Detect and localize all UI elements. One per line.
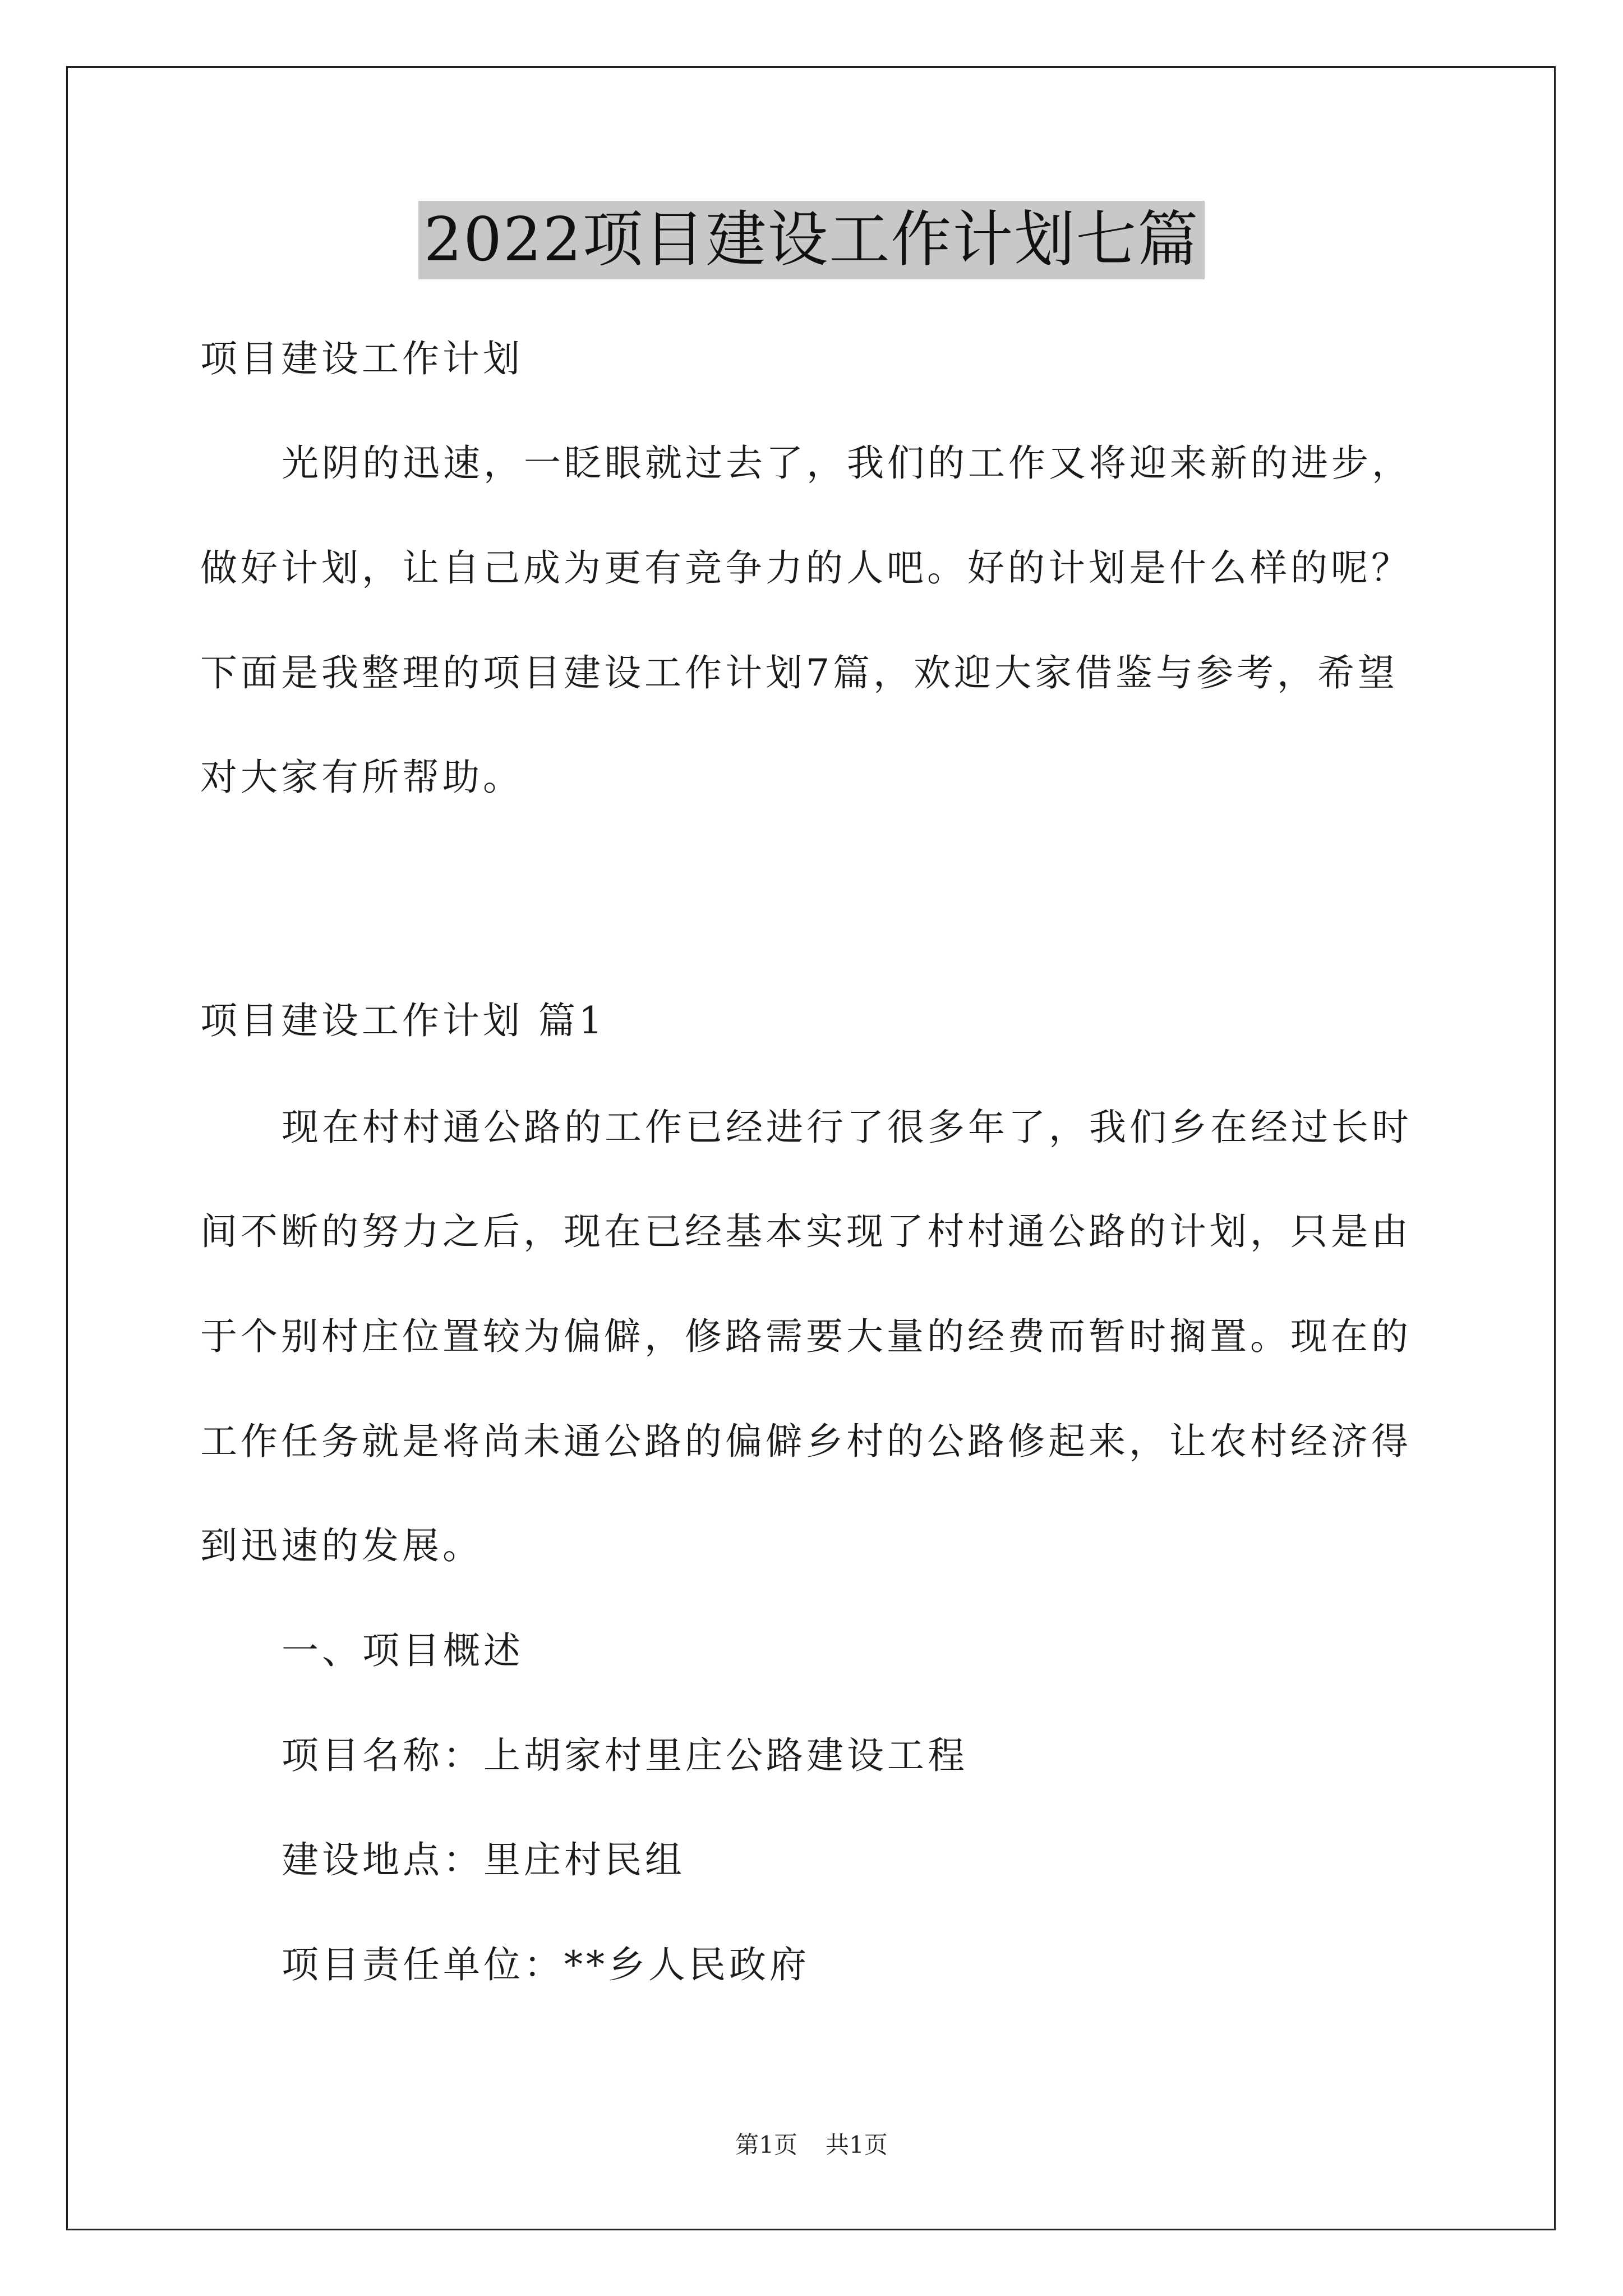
title-container [0,201,1623,279]
intro-heading: 项目建设工作计划 [200,337,523,380]
project-name-line: 项目名称：上胡家村里庄公路建设工程 [282,1734,968,1777]
intro-paragraph-line: 下面是我整理的项目建设工作计划7篇，欢迎大家借鉴与参考，希望 [200,651,1398,694]
part1-paragraph-line: 现在村村通公路的工作已经进行了很多年了，我们乡在经过长时 [282,1106,1412,1149]
part1-paragraph-line: 间不断的努力之后，现在已经基本实现了村村通公路的计划，只是由 [200,1210,1412,1253]
project-location-line: 建设地点：里庄村民组 [282,1838,685,1881]
section-overview-heading: 一、项目概述 [282,1629,524,1672]
page-total: 共1页 [826,2131,888,2159]
part1-paragraph-line: 于个别村庄位置较为偏僻，修路需要大量的经费而暂时搁置。现在的 [200,1315,1412,1358]
part1-paragraph-line: 到迅速的发展。 [200,1524,483,1567]
document-title: 2022项目建设工作计划七篇 [418,201,1205,279]
part1-heading: 项目建设工作计划 篇1 [200,999,606,1042]
intro-paragraph-line: 光阴的迅速，一眨眼就过去了，我们的工作又将迎来新的进步， [282,441,1412,485]
intro-paragraph-line: 对大家有所帮助。 [200,756,523,799]
intro-paragraph-line: 做好计划，让自己成为更有竞争力的人吧。好的计划是什么样的呢？ [200,546,1412,590]
part1-paragraph-line: 工作任务就是将尚未通公路的偏僻乡村的公路修起来，让农村经济得 [200,1420,1412,1463]
project-unit-line: 项目责任单位：**乡人民政府 [282,1943,810,1986]
page-footer [0,2131,1623,2160]
page-number: 第1页 [735,2131,797,2159]
